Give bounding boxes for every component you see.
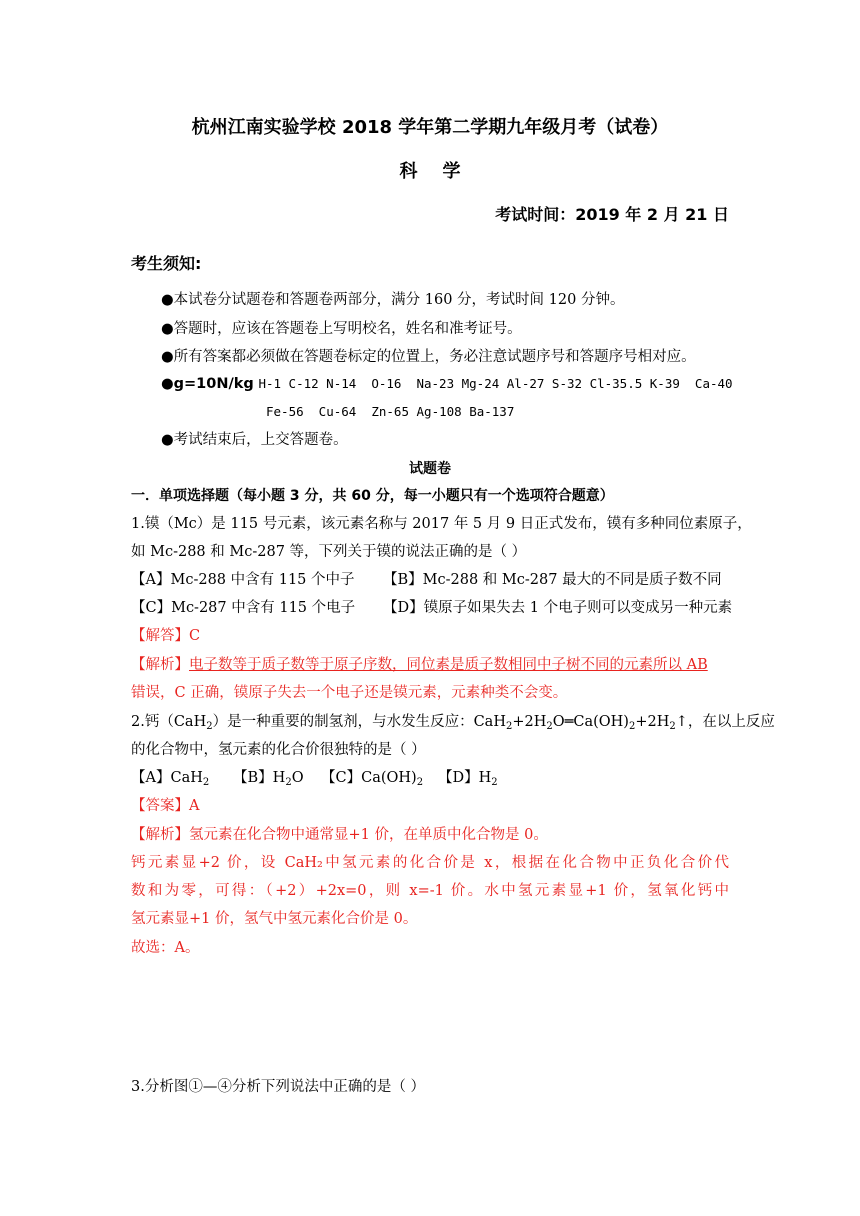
q2-stem-d: O═Ca(OH) bbox=[552, 714, 629, 730]
q2-sub: 2 bbox=[416, 777, 424, 788]
q2-analysis-text1: 氢元素在化合物中通常显+1 价，在单质中化合物是 0。 bbox=[189, 827, 548, 843]
gravity-constant: ●g=10N/kg bbox=[161, 376, 254, 392]
q2-analysis-tag: 【解析】 bbox=[131, 827, 189, 843]
q1-analysis-line1 bbox=[131, 655, 708, 675]
q1-option-c: 【C】Mc-287 中含有 115 个电子 bbox=[131, 600, 356, 616]
q3-stem: 3.分析图①—④分析下列说法中正确的是（ ） bbox=[131, 1079, 425, 1095]
q2-sub: 2 bbox=[669, 721, 676, 732]
q2-analysis-line5: 故选：A。 bbox=[131, 940, 200, 956]
q1-stem-line2: 如 Mc-288 和 Mc-287 等，下列关于镆的说法正确的是（ ） bbox=[131, 544, 527, 560]
q2-sub: 2 bbox=[491, 777, 498, 788]
q2-sub: 2 bbox=[628, 721, 636, 732]
q1-analysis-line2: 错误，C 正确，镆原子失去一个电子还是镆元素，元素种类不会变。 bbox=[131, 685, 568, 701]
q2-sub: 2 bbox=[202, 777, 210, 788]
atomic-masses-2: Fe-56 Cu-64 Zn-65 Ag-108 Ba-137 bbox=[266, 404, 515, 419]
subject-title: 科 学 bbox=[399, 161, 461, 182]
q2-option-c bbox=[321, 768, 423, 793]
q2-analysis-line4: 氢元素显+1 价，氢气中氢元素化合价是 0。 bbox=[131, 911, 418, 927]
q2-analysis-line1 bbox=[131, 825, 548, 845]
q2-stem-line2: 的化合物中，氢元素的化合价很独特的是（ ） bbox=[131, 742, 426, 758]
q2-option-b bbox=[233, 768, 304, 793]
notice-constants-line1 bbox=[161, 374, 733, 394]
q2-option-d-text: 【D】H bbox=[438, 770, 492, 786]
q2-analysis-line3: 数和为零，可得：（+2）+2x=0，则 x=-1 价。水中氢元素显+1 价，氢氧化钙中 bbox=[131, 883, 729, 899]
notice-item-1: ●本试卷分试题卷和答题卷两部分，满分 160 分，考试时间 120 分钟。 bbox=[161, 292, 625, 308]
q2-sub: 2 bbox=[285, 777, 292, 788]
q2-option-b-text2: O bbox=[291, 770, 304, 786]
q2-option-b-text: 【B】H bbox=[233, 770, 286, 786]
q2-option-c-text: 【C】Ca(OH) bbox=[321, 770, 417, 786]
q2-option-a-text: 【A】CaH bbox=[131, 770, 203, 786]
q1-analysis-tag: 【解析】 bbox=[131, 657, 189, 673]
q2-sub: 2 bbox=[206, 721, 213, 732]
q2-analysis-line2: 钙元素显+2 价，设 CaH₂中氢元素的化合价是 x，根据在化合物中正负化合价代 bbox=[131, 855, 729, 871]
q1-option-d: 【D】镆原子如果失去 1 个电子则可以变成另一种元素 bbox=[383, 600, 733, 616]
q1-option-a: 【A】Mc-288 中含有 115 个中子 bbox=[131, 572, 355, 588]
q2-option-a bbox=[131, 768, 209, 793]
paper-label: 试题卷 bbox=[409, 461, 451, 477]
notice-item-4: ●考试结束后，上交答题卷。 bbox=[161, 432, 348, 448]
q2-stem-c: +2H bbox=[512, 714, 547, 730]
notice-item-2: ●答题时，应该在答题卷上写明校名，姓名和准考证号。 bbox=[161, 321, 522, 337]
exam-time: 考试时间：2019 年 2 月 21 日 bbox=[495, 205, 729, 224]
part-one-heading: 一．单项选择题（每小题 3 分，共 60 分，每一小题只有一个选项符合题意） bbox=[131, 488, 614, 504]
notice-heading: 考生须知: bbox=[131, 254, 202, 273]
q2-stem-line1 bbox=[131, 712, 775, 737]
q2-stem-e: +2H bbox=[635, 714, 670, 730]
q2-option-d bbox=[438, 768, 498, 793]
exam-title: 杭州江南实验学校 2018 学年第二学期九年级月考（试卷） bbox=[191, 117, 669, 138]
q1-answer: 【解答】C bbox=[131, 628, 201, 644]
notice-item-3: ●所有答案都必须做在答题卷标定的位置上，务必注意试题序号和答题序号相对应。 bbox=[161, 349, 696, 365]
q2-stem-a: 2.钙（CaH bbox=[131, 714, 207, 730]
q1-analysis-text1: 电子数等于质子数等于原子序数，同位素是质子数相同中子树不同的元素所以 AB bbox=[189, 657, 708, 673]
atomic-masses-1: H-1 C-12 N-14 O-16 Na-23 Mg-24 Al-27 S-32 Cl-35.5 K-39 Ca-40 bbox=[258, 376, 733, 391]
q1-option-b: 【B】Mc-288 和 Mc-287 最大的不同是质子数不同 bbox=[383, 572, 722, 588]
q2-stem-f: ↑，在以上反应 bbox=[675, 714, 775, 730]
q1-stem-line1: 1.镆（Mc）是 115 号元素，该元素名称与 2017 年 5 月 9 日正式发布，镆有多种同位素原子， bbox=[131, 516, 752, 532]
q2-answer: 【答案】A bbox=[131, 798, 200, 814]
q2-sub: 2 bbox=[505, 721, 513, 732]
q2-stem-b: ）是一种重要的制氢剂，与水发生反应：CaH bbox=[212, 714, 506, 730]
q2-sub: 2 bbox=[546, 721, 553, 732]
